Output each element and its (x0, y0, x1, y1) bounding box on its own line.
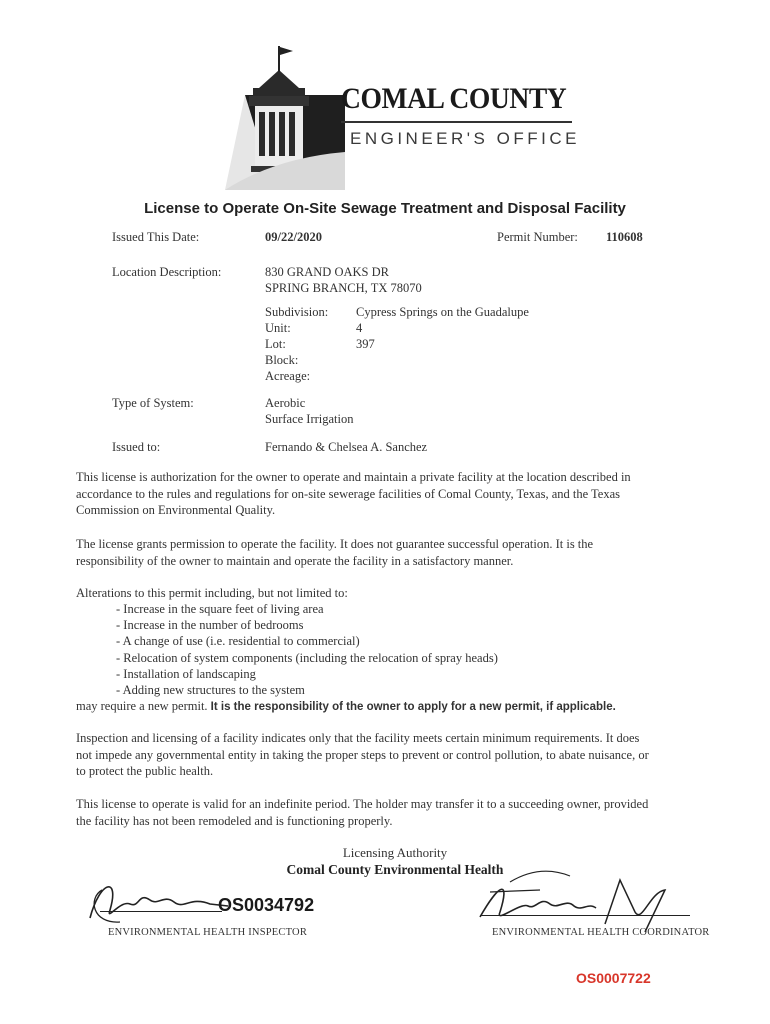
acreage-label: Acreage: (265, 369, 311, 383)
list-item: - A change of use (i.e. residential to commercial) (116, 633, 498, 649)
header-divider (341, 121, 572, 123)
county-name: COMAL COUNTY (341, 82, 567, 115)
paragraph-inspection: Inspection and licensing of a facility indicates only that the facility meets certain minimum requirements. It does not impede any governmental entity in taking the proper steps to prevent or control pollution, to abate nuisance, or to protect the public health. (76, 731, 649, 778)
system-type-label: Type of System: (112, 396, 194, 410)
coordinator-license-number: OS0007722 (576, 970, 651, 986)
list-item: - Increase in the number of bedrooms (116, 617, 498, 633)
lot-label: Lot: (265, 337, 286, 351)
subdivision-label: Subdivision: (265, 305, 329, 319)
new-permit-notice (76, 698, 656, 716)
unit-value: 4 (356, 321, 363, 335)
block-label: Block: (265, 353, 299, 367)
office-name: ENGINEER'S OFFICE (350, 129, 580, 148)
issued-to-label: Issued to: (112, 440, 161, 454)
inspector-signature-line (100, 911, 222, 912)
license-title: License to Operate On-Site Sewage Treatment and Disposal Facility (144, 200, 626, 217)
system-type-line-1: Aerobic (265, 396, 306, 410)
paragraph-authorization: This license is authorization for the owner to operate and maintain a private facility at the location described in accordance to the rules and regulations for on-site sewerage facilities of Comal County, Texas, and the Texas Commission on Environmental Quality. (76, 470, 631, 517)
location-label: Location Description: (112, 265, 222, 279)
list-item: - Increase in the square feet of living area (116, 601, 498, 617)
paragraph-permission: The license grants permission to operate the facility. It does not guarantee successful operation. It is the responsibility of the owner to maintain and operate the facility in a satisfactory manner. (76, 537, 594, 568)
alterations-list (116, 601, 498, 698)
county-logo-icon (215, 40, 355, 200)
address-line-2: SPRING BRANCH, TX 78070 (265, 281, 422, 295)
issued-date-value: 09/22/2020 (265, 230, 322, 244)
coordinator-signature-line (480, 915, 690, 916)
subdivision-value: Cypress Springs on the Guadalupe (356, 305, 529, 319)
inspector-license-number: OS0034792 (218, 895, 315, 915)
unit-label: Unit: (265, 321, 291, 335)
inspector-signature-icon (80, 870, 230, 930)
permit-number-value: 110608 (606, 230, 643, 244)
lot-value: 397 (356, 337, 375, 351)
licensing-authority-label: Licensing Authority (342, 845, 448, 860)
permit-number-label: Permit Number: (497, 230, 578, 244)
list-item: - Relocation of system components (including the relocation of spray heads) (116, 650, 498, 666)
list-item: - Adding new structures to the system (116, 682, 498, 698)
issued-to-value: Fernando & Chelsea A. Sanchez (265, 440, 428, 454)
issued-date-label: Issued This Date: (112, 230, 200, 244)
apply-notice: It is the responsibility of the owner to apply for a new permit, if applicable. (210, 701, 616, 713)
may-require-text: may require a new permit. (76, 699, 208, 713)
coordinator-title: ENVIRONMENTAL HEALTH COORDINATOR (492, 927, 710, 938)
inspector-title: ENVIRONMENTAL HEALTH INSPECTOR (108, 927, 308, 938)
licensing-authority-name: Comal County Environmental Health (286, 862, 504, 877)
alterations-intro: Alterations to this permit including, but not limited to: (76, 586, 348, 600)
paragraph-validity: This license to operate is valid for an indefinite period. The holder may transfer it to a succeeding owner, provided the facility has not been remodeled and is functioning properly. (76, 797, 649, 828)
system-type-line-2: Surface Irrigation (265, 412, 354, 426)
list-item: - Installation of landscaping (116, 666, 498, 682)
address-line-1: 830 GRAND OAKS DR (265, 265, 389, 279)
